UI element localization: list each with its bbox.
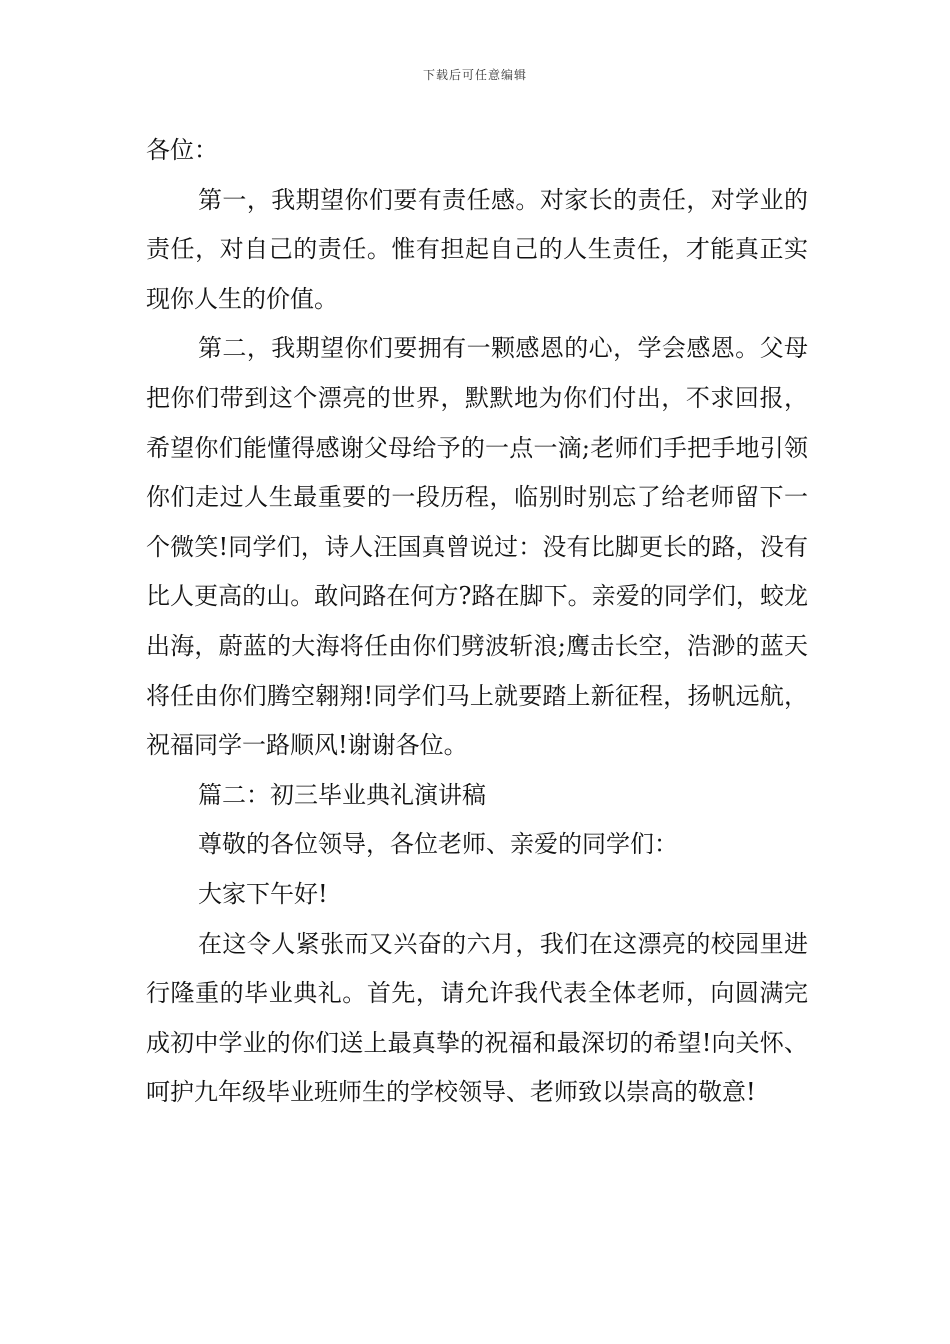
paragraph-good-afternoon: 大家下午好! <box>198 879 328 908</box>
paragraph-gratitude: 第二，我期望你们要拥有一颗感恩的心，学会感恩。父母把你们带到这个漂亮的世界，默默地为你们付出，不求回报，希望你们能懂得感谢父母给予的一点一滴;老师们手把手地引领你们走过人生最重要的一段历程，临别时别忘了给老师留下一个微笑!同学们，诗人汪国真曾说过：没有比脚更长的路，没有比人更高的山。敢问路在何方?路在脚下。亲爱的同学们，蛟龙出海，蔚蓝的大海将任由你们劈波斩浪;鹰击长空，浩渺的蓝天将任由你们腾空翱翔!同学们马上就要踏上新征程，扬帆远航，祝福同学一路顺风!谢谢各位。 <box>146 334 808 760</box>
paragraph-responsibility: 第一，我期望你们要有责任感。对家长的责任，对学业的责任，对自己的责任。惟有担起自己的人生责任，才能真正实现你人生的价值。 <box>146 185 808 313</box>
paragraph-greeting: 各位： <box>146 136 218 164</box>
section-title: 篇二：初三毕业典礼演讲稿 <box>198 780 486 809</box>
paragraph-salutation: 尊敬的各位领导，各位老师、亲爱的同学们： <box>198 830 678 859</box>
paragraph-opening: 在这令人紧张而又兴奋的六月，我们在这漂亮的校园里进行隆重的毕业典礼。首先，请允许我代表全体老师，向圆满完成初中学业的你们送上最真挚的祝福和最深切的希望!向关怀、呵护九年级毕业班师生的学校领导、老师致以崇高的敬意! <box>146 929 808 1107</box>
page-header: 下载后可任意编辑 <box>422 68 527 82</box>
document-body <box>146 126 808 1118</box>
